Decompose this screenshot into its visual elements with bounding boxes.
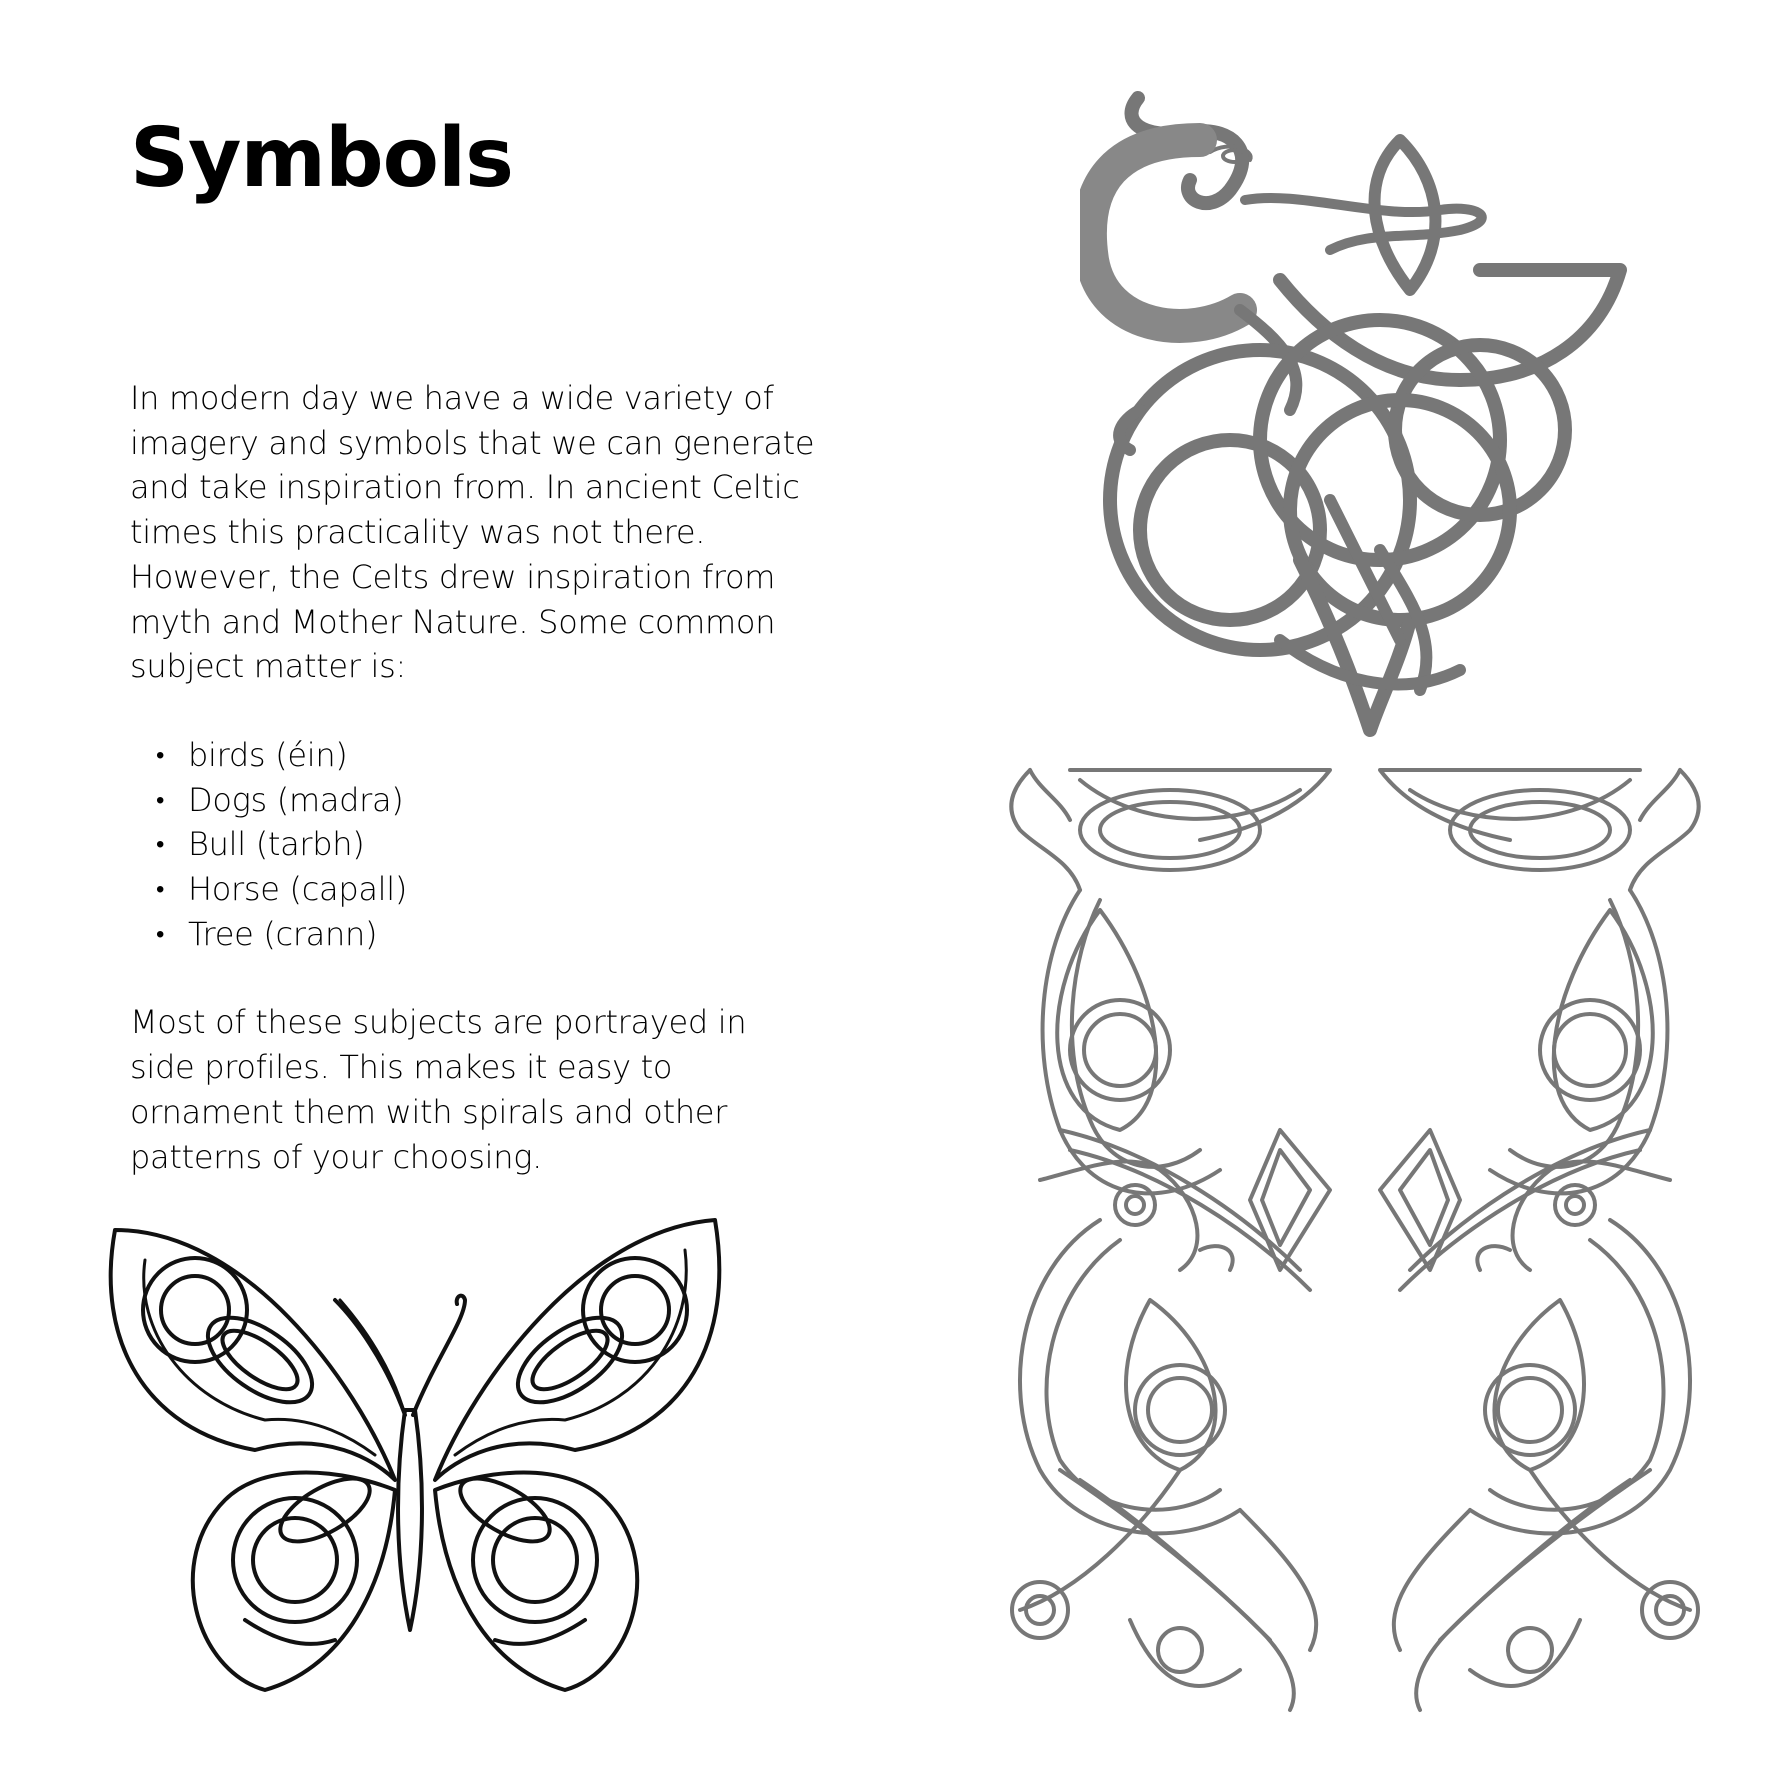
celtic-knot-bird-icon xyxy=(1080,80,1640,740)
celtic-knot-dogs-icon xyxy=(1000,750,1710,1730)
subject-list xyxy=(130,733,820,957)
page-title: Symbols xyxy=(130,111,513,206)
list-item: • birds (éin) xyxy=(188,733,820,778)
intro-paragraph: In modern day we have a wide variety of imagery and symbols that we can generate and take inspiration from. In ancient Celtic times this practicality was not there. However, the Celts drew inspiration from myth and Mother Nature. Some common subject matter is: xyxy=(130,379,815,686)
list-item: • Horse (capall) xyxy=(188,867,820,912)
body-text xyxy=(130,376,820,1179)
list-item: • Bull (tarbh) xyxy=(188,822,820,867)
list-item: • Tree (crann) xyxy=(188,912,820,957)
celtic-knot-butterfly-icon xyxy=(105,1200,725,1700)
closing-paragraph: Most of these subjects are portrayed in side profiles. This makes it easy to ornament them with spirals and other patterns of your choosing. xyxy=(130,1003,747,1176)
list-item: • Dogs (madra) xyxy=(188,778,820,823)
